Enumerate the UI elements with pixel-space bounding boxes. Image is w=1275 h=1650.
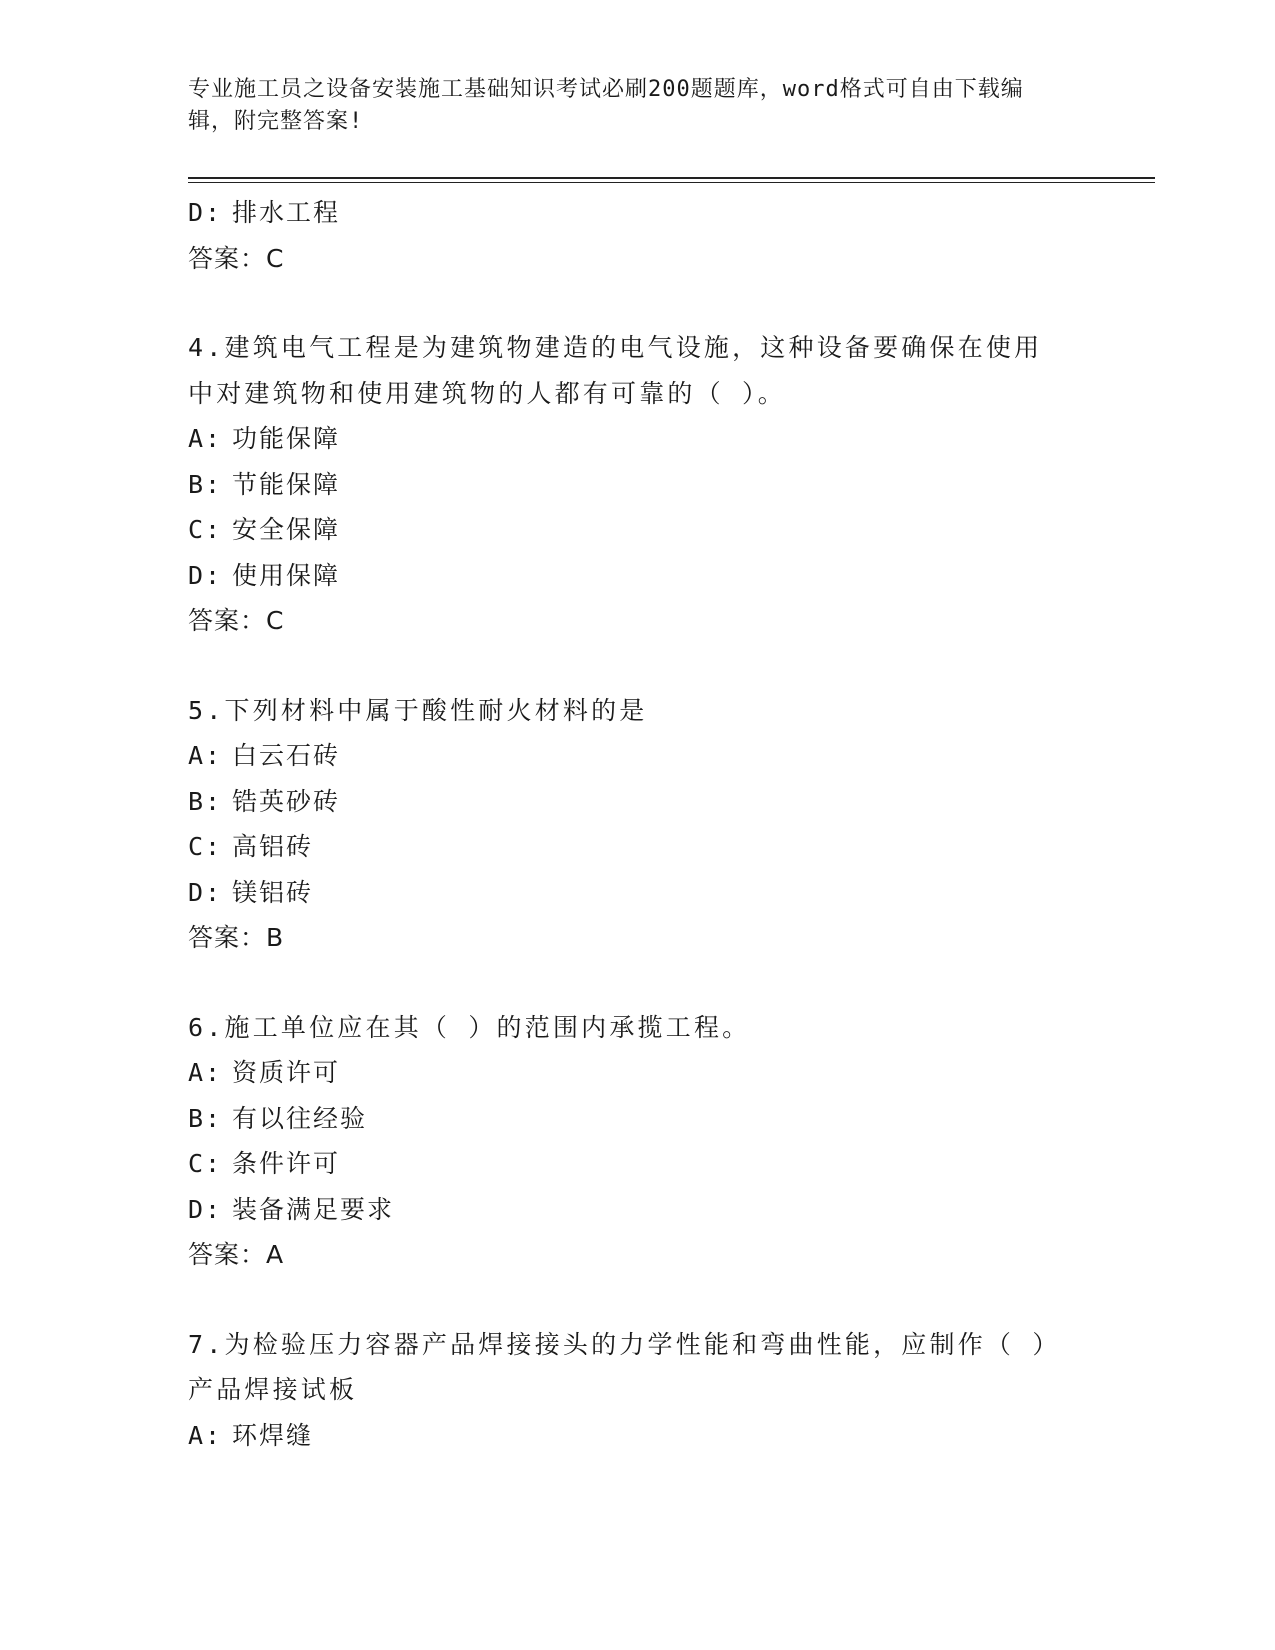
option-text: 使用保障 — [232, 560, 341, 590]
spacer — [188, 281, 1088, 325]
option-label: C: — [188, 1149, 223, 1178]
option-label: D: — [188, 560, 223, 590]
answer-line: 答案：A — [188, 1240, 285, 1269]
option-text: 装备满足要求 — [232, 1194, 395, 1224]
option-line — [188, 507, 1088, 553]
option-line — [188, 1050, 1088, 1096]
option-line — [188, 1413, 1088, 1459]
option-line — [188, 416, 1088, 462]
option-label: C: — [188, 832, 223, 861]
option-label: D: — [188, 877, 223, 907]
option-line — [188, 1141, 1088, 1187]
option-label: A: — [188, 1058, 223, 1087]
option-text: 高铝砖 — [232, 832, 314, 861]
option-line — [188, 1187, 1088, 1233]
option-text: 白云石砖 — [232, 741, 341, 770]
option-line — [188, 462, 1088, 508]
document-header — [188, 74, 1068, 138]
header-rule-thick — [188, 177, 1155, 179]
option-line — [188, 553, 1088, 599]
spacer — [188, 644, 1088, 688]
question-text: 5.下列材料中属于酸性耐火材料的是 — [188, 695, 648, 725]
question-text: 4.建筑电气工程是为建筑物建造的电气设施，这种设备要确保在使用中对建筑物和使用建筑物的人都有可靠的（ ）。 — [188, 333, 1043, 408]
option-text: 功能保障 — [232, 424, 341, 453]
header-title: 专业施工员之设备安装施工基础知识考试必刷200题题库，word格式可自由下载编辑，附完整答案! — [188, 77, 1024, 134]
option-line — [188, 733, 1088, 779]
option-text: 资质许可 — [232, 1058, 341, 1087]
spacer — [188, 961, 1088, 1005]
option-text: 环焊缝 — [232, 1420, 314, 1450]
option-text: 节能保障 — [232, 469, 341, 499]
option-label: B: — [188, 1103, 223, 1133]
spacer — [188, 1278, 1088, 1322]
option-line — [188, 870, 1088, 916]
option-text: 安全保障 — [232, 515, 341, 544]
option-label: A: — [188, 1420, 223, 1450]
question-list — [188, 190, 1088, 1458]
answer-line: 答案：C — [188, 243, 285, 273]
option-label: C: — [188, 515, 223, 544]
question-text: 7.为检验压力容器产品焊接接头的力学性能和弯曲性能，应制作（ ）产品焊接试板 — [188, 1329, 1061, 1404]
option-text: 锆英砂砖 — [232, 786, 341, 816]
option-line — [188, 779, 1088, 825]
option-text: 镁铝砖 — [232, 877, 314, 907]
option-text: 条件许可 — [232, 1149, 341, 1178]
option-label: D: — [188, 198, 223, 227]
question-text: 6.施工单位应在其（ ）的范围内承揽工程。 — [188, 1012, 751, 1042]
answer-line: 答案：C — [188, 606, 285, 635]
option-line — [188, 1096, 1088, 1142]
option-label: B: — [188, 469, 223, 499]
option-line — [188, 824, 1088, 870]
option-label: A: — [188, 424, 223, 453]
option-label: D: — [188, 1194, 223, 1224]
option-text: 有以往经验 — [232, 1103, 368, 1133]
header-rule-thin — [188, 182, 1155, 183]
option-label: B: — [188, 786, 223, 816]
option-text: 排水工程 — [232, 198, 341, 227]
option-label: A: — [188, 741, 223, 770]
option-line — [188, 190, 1088, 236]
answer-line: 答案：B — [188, 923, 285, 952]
